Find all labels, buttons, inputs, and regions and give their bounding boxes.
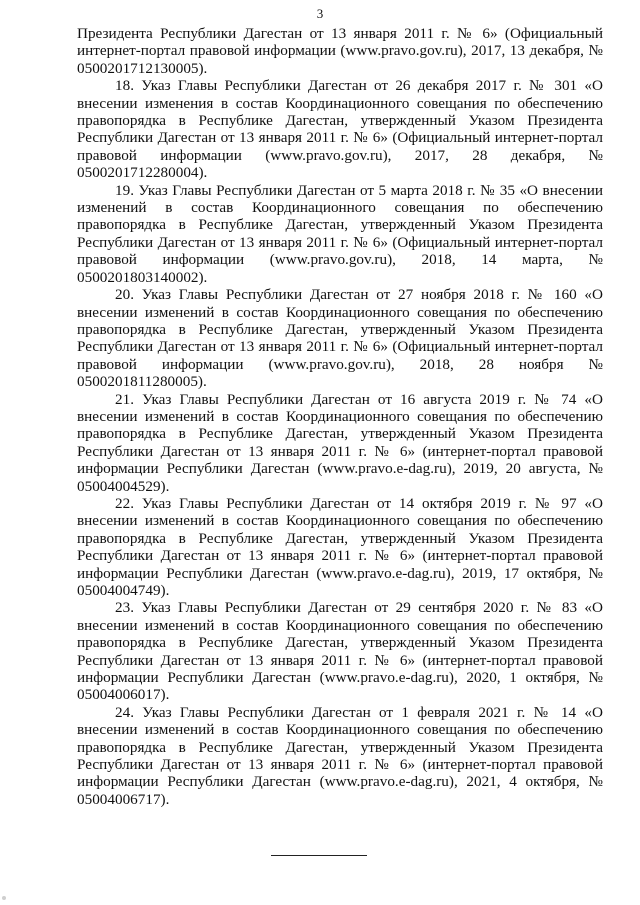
document-body	[77, 25, 603, 808]
list-item-22: 22. Указ Главы Республики Дагестан от 14 октября 2019 г. № 97 «О внесении изменений в состав Координационного совещания по обеспечению правопорядка в Республике Дагестан, утвержденный Указом Президента Республики Дагестан от 13 января 2011 г. № 6» (интернет-портал правовой информации Республики Дагестан (www.pravo.e-dag.ru), 2019, 17 октября, № 05004004749).	[77, 494, 603, 599]
paragraph-continuation: Президента Республики Дагестан от 13 января 2011 г. № 6» (Официальный интернет-портал правовой информации (www.pravo.gov.ru), 2017, 13 декабря, № 0500201712130005).	[77, 25, 603, 77]
list-item-21: 21. Указ Главы Республики Дагестан от 16 августа 2019 г. № 74 «О внесении изменений в состав Координационного совещания по обеспечению правопорядка в Республике Дагестан, утвержденный Указом Президента Республики Дагестан от 13 января 2011 г. № 6» (интернет-портал правовой информации Республики Дагестан (www.pravo.e-dag.ru), 2019, 20 августа, № 05004004529).	[77, 390, 603, 495]
scan-artifact-dot	[2, 896, 6, 900]
list-item-19: 19. Указ Главы Республики Дагестан от 5 марта 2018 г. № 35 «О внесении изменений в состав Координационного совещания по обеспечению правопорядка в Республике Дагестан, утвержденный Указом Президента Республики Дагестан от 13 января 2011 г. № 6» (Официальный интернет-портал правовой информации (www.pravo.gov.ru), 2018, 14 марта, № 0500201803140002).	[77, 181, 603, 286]
page-number: 3	[316, 6, 324, 21]
list-item-18: 18. Указ Главы Республики Дагестан от 26 декабря 2017 г. № 301 «О внесении изменения в состав Координационного совещания по обеспечению правопорядка в Республике Дагестан, утвержденный Указом Президента Республики Дагестан от 13 января 2011 г. № 6» (Официальный интернет-портал правовой информации (www.pravo.gov.ru), 2017, 28 декабря, № 0500201712280004).	[77, 77, 603, 182]
list-item-24: 24. Указ Главы Республики Дагестан от 1 февраля 2021 г. № 14 «О внесении изменений в состав Координационного совещания по обеспечению правопорядка в Республике Дагестан, утвержденный Указом Президента Республики Дагестан от 13 января 2011 г. № 6» (интернет-портал правовой информации Республики Дагестан (www.pravo.e-dag.ru), 2021, 4 октября, № 05004006717).	[77, 703, 603, 808]
list-item-20: 20. Указ Главы Республики Дагестан от 27 ноября 2018 г. № 160 «О внесении изменений в состав Координационного совещания по обеспечению правопорядка в Республике Дагестан, утвержденный Указом Президента Республики Дагестан от 13 января 2011 г. № 6» (Официальный интернет-портал правовой информации (www.pravo.gov.ru), 2018, 28 ноября № 0500201811280005).	[77, 286, 603, 391]
list-item-23: 23. Указ Главы Республики Дагестан от 29 сентября 2020 г. № 83 «О внесении изменений в состав Координационного совещания по обеспечению правопорядка в Республике Дагестан, утвержденный Указом Президента Республики Дагестан от 13 января 2011 г. № 6» (интернет-портал правовой информации Республики Дагестан (www.pravo.e-dag.ru), 2020, 1 октября, № 05004006017).	[77, 599, 603, 704]
closing-divider-line	[271, 855, 367, 856]
